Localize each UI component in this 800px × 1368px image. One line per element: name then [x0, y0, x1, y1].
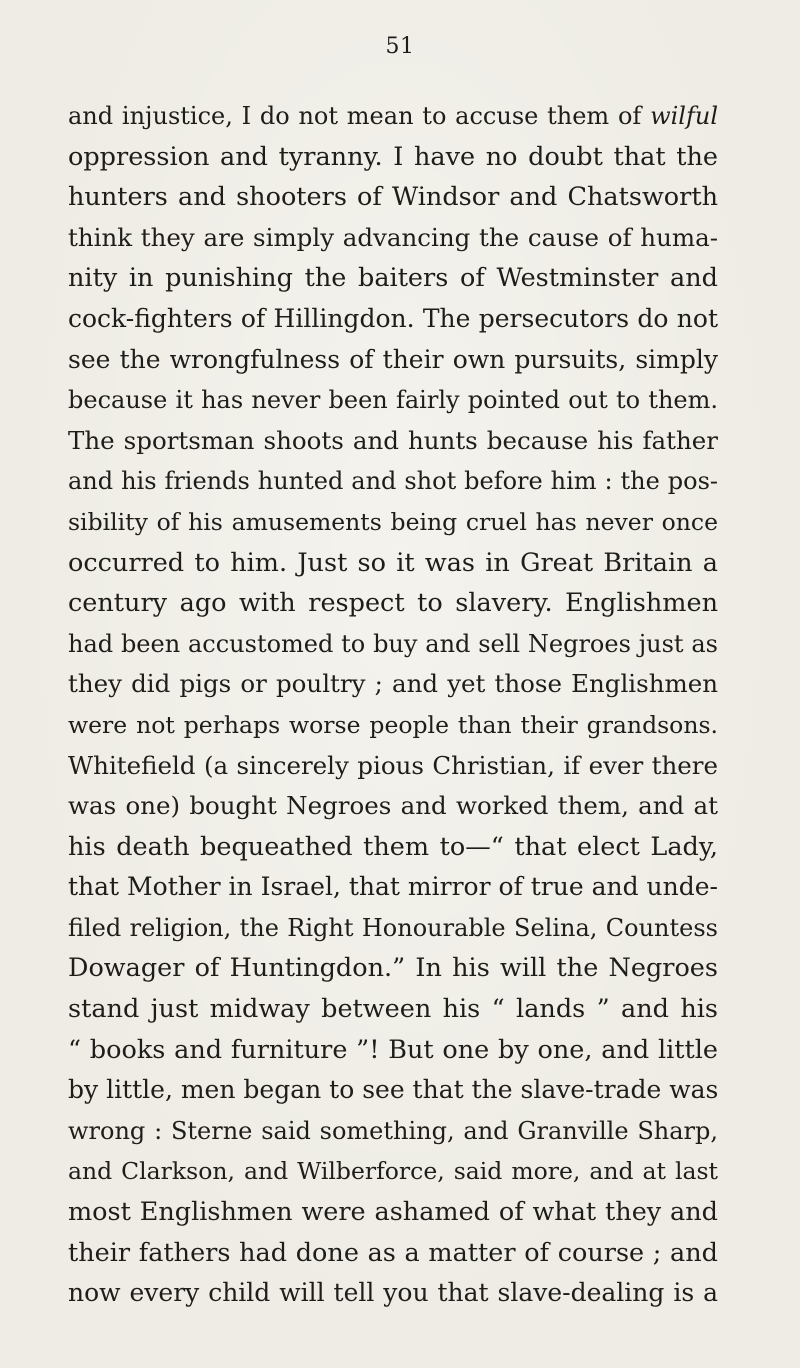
text-line-19: his death bequeathed them to—“ that elect Lady, — [68, 831, 718, 862]
text-line-25: by little, men began to see that the slave-trade was — [68, 1075, 719, 1105]
emphasis-wilful: wilful — [650, 102, 718, 130]
text-line-11: sibility of his amusements being cruel has never once — [68, 507, 718, 536]
text-line-27: and Clarkson, and Wilberforce, said more, and at last — [68, 1157, 718, 1186]
text-line-8: because it has never been fairly pointed out to them. — [68, 386, 718, 415]
page-number: 51 — [385, 34, 415, 59]
text-line-29: their fathers had done as a matter of course ; and — [68, 1237, 718, 1268]
text-line-18: was one) bought Negroes and worked them, and at — [68, 791, 718, 821]
text-line-15: they did pigs or poultry ; and yet those Englishmen — [68, 669, 718, 699]
text-line-3: hunters and shooters of Windsor and Chatsworth — [68, 182, 718, 213]
text-line-5: nity in punishing the baiters of Westminster and — [68, 263, 718, 294]
text-line-13: century ago with respect to slavery. Englishmen — [68, 588, 718, 619]
text-line-7: see the wrongfulness of their own pursuits, simply — [68, 344, 718, 374]
text-line-4: think they are simply advancing the cause of huma- — [68, 222, 718, 252]
text-line-10: and his friends hunted and shot before him : the pos- — [68, 467, 718, 496]
text-line-23: stand just midway between his “ lands ” and his — [68, 994, 718, 1025]
text-line-30: now every child will tell you that slave-dealing is a — [68, 1278, 718, 1308]
text-line-28: most Englishmen were ashamed of what they and — [68, 1197, 718, 1228]
text-line-6: cock-fighters of Hillingdon. The persecutors do not — [68, 303, 718, 333]
text-line-21: filed religion, the Right Honourable Selina, Countess — [68, 913, 718, 942]
text-line-9: The sportsman shoots and hunts because his father — [68, 425, 718, 455]
text-line-20: that Mother in Israel, that mirror of true and unde- — [68, 872, 718, 902]
text-line-17: Whitefield (a sincerely pious Christian, if ever there — [68, 750, 718, 780]
text-line-24: “ books and furniture ”! But one by one, and little — [68, 1034, 718, 1065]
text-line-1-plain: and injustice, I do not mean to accuse them of — [68, 102, 651, 130]
text-line-1 — [68, 96, 718, 137]
text-line-12: occurred to him. Just so it was in Great Britain a — [68, 547, 718, 578]
body-text — [68, 96, 718, 1314]
text-line-16: were not perhaps worse people than their grandsons. — [68, 710, 718, 739]
text-line-22: Dowager of Huntingdon.” In his will the Negroes — [68, 953, 718, 984]
text-line-2: oppression and tyranny. I have no doubt that the — [68, 141, 718, 172]
text-line-14: had been accustomed to buy and sell Negroes just as — [68, 629, 718, 658]
text-line-26: wrong : Sterne said something, and Granville Sharp, — [68, 1116, 718, 1145]
